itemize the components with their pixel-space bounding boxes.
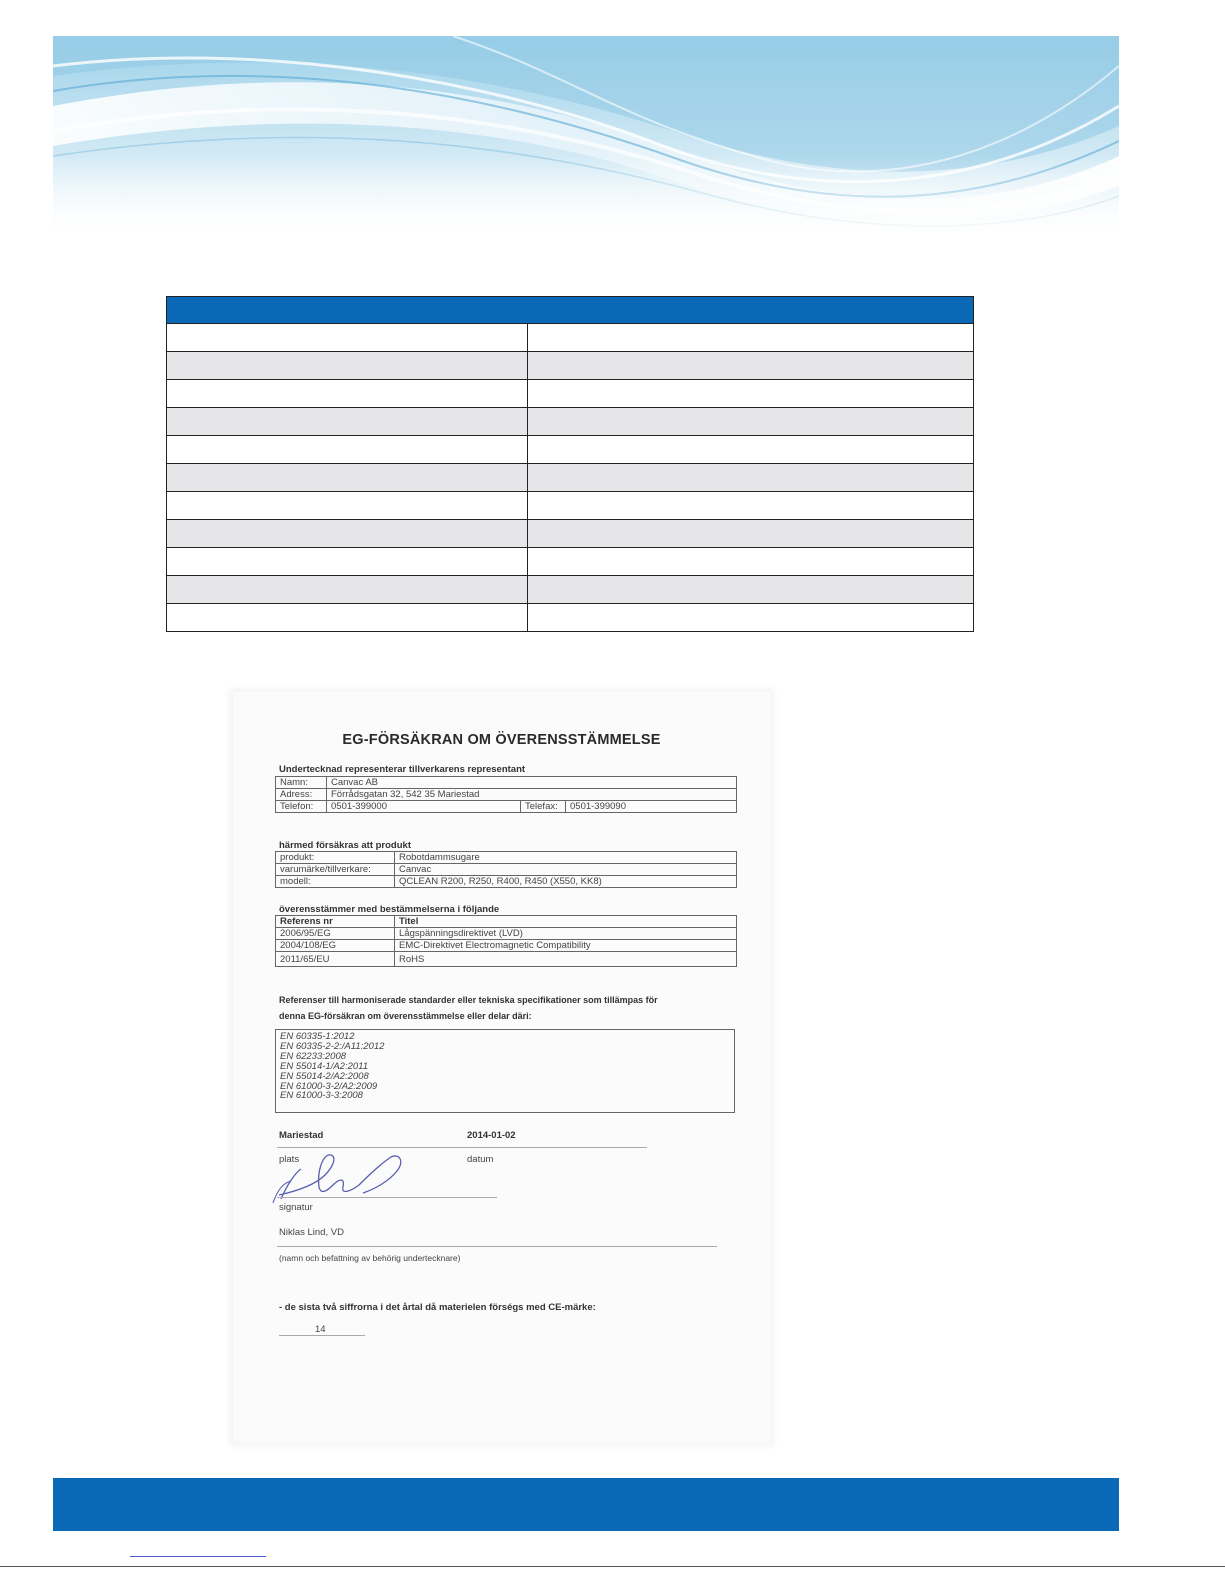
product-heading: härmed försäkras att produkt: [279, 840, 411, 851]
table-row: [167, 323, 973, 351]
table-cell: [528, 380, 973, 407]
directive-title: EMC-Direktivet Electromagnetic Compatibility: [395, 940, 737, 952]
signature-label: signatur: [279, 1202, 313, 1213]
harmonised-standards-heading: [279, 992, 658, 1024]
ce-mark-year: 14: [315, 1324, 326, 1335]
certificate-title: EG-FÖRSÄKRAN OM ÖVERENSSTÄMMELSE: [342, 732, 661, 748]
signer-line: [277, 1246, 717, 1247]
signer-name: Niklas Lind, VD: [279, 1227, 344, 1238]
wave-graphic: [53, 36, 1119, 241]
table-cell: [528, 464, 973, 491]
table-cell: [528, 576, 973, 603]
table-cell: [528, 436, 973, 463]
ref-column-header: Referens nr: [276, 916, 395, 928]
directive-title: Lågspänningsdirektivet (LVD): [395, 928, 737, 940]
table-cell: [528, 492, 973, 519]
signature-line: [277, 1197, 497, 1198]
specification-table: [166, 296, 974, 632]
fax-label: Telefax:: [521, 801, 566, 813]
name-label: Namn:: [276, 777, 327, 789]
table-cell: [167, 436, 528, 463]
fax-value: 0501-399090: [566, 801, 737, 813]
place-value: Mariestad: [279, 1130, 324, 1141]
table-header: [167, 297, 973, 323]
phone-value: 0501-399000: [327, 801, 521, 813]
table-row: [167, 603, 973, 631]
brand-label: varumärke/tillverkare:: [276, 864, 395, 876]
signer-caption: (namn och befattning av behörig undertecknare): [279, 1253, 461, 1263]
standards-list: [275, 1029, 735, 1113]
date-value: 2014-01-02: [467, 1130, 516, 1141]
table-cell: [167, 352, 528, 379]
product-table: [275, 851, 737, 888]
table-cell: [167, 408, 528, 435]
ce-mark-line: [279, 1335, 365, 1336]
table-row: [167, 463, 973, 491]
table-row: [167, 491, 973, 519]
model-value: QCLEAN R200, R250, R400, R450 (X550, KK8): [395, 876, 737, 888]
directives-table: [275, 915, 737, 967]
table-row: [167, 435, 973, 463]
table-row: [167, 351, 973, 379]
table-cell: [167, 492, 528, 519]
name-value: Canvac AB: [327, 777, 737, 789]
table-row: [167, 547, 973, 575]
page-bottom-rule: [0, 1566, 1225, 1567]
standard-item: EN 61000-3-3:2008: [280, 1090, 363, 1102]
table-cell: [167, 604, 528, 631]
table-cell: [528, 548, 973, 575]
table-cell: [167, 324, 528, 351]
directive-ref: 2004/108/EG: [276, 940, 395, 952]
standard-item: EN 55014-1/A2:2011: [280, 1060, 369, 1072]
table-row: [167, 519, 973, 547]
table-row: [167, 379, 973, 407]
directive-title: RoHS: [395, 952, 737, 967]
brand-value: Canvac: [395, 864, 737, 876]
ce-mark-heading: - de sista två siffrorna i det årtal då materielen förségs med CE-märke:: [279, 1302, 596, 1313]
header-wave-banner: [53, 36, 1119, 241]
conformity-heading: överensstämmer med bestämmelserna i följande: [279, 904, 500, 915]
harmonised-line-2: denna EG-försäkran om överensstämmelse eller delar däri:: [279, 1011, 532, 1021]
table-cell: [167, 520, 528, 547]
address-label: Adress:: [276, 789, 327, 801]
table-cell: [528, 408, 973, 435]
table-cell: [167, 464, 528, 491]
phone-label: Telefon:: [276, 801, 327, 813]
harmonised-line-1: Referenser till harmoniserade standarder eller tekniska specifikationer som tillämpas för: [279, 995, 658, 1005]
standard-item: EN 60335-1:2012: [280, 1031, 355, 1042]
table-cell: [167, 380, 528, 407]
table-cell: [528, 604, 973, 631]
standard-item: EN 61000-3-2/A2:2009: [280, 1080, 378, 1092]
product-label: produkt:: [276, 852, 395, 864]
representative-heading: Undertecknad representerar tillverkarens representant: [279, 764, 526, 775]
representative-table: [275, 776, 737, 813]
directive-ref: 2011/65/EU: [276, 952, 395, 967]
table-cell: [167, 548, 528, 575]
table-cell: [528, 520, 973, 547]
address-value: Förrådsgatan 32, 542 35 Mariestad: [327, 789, 737, 801]
title-column-header: Titel: [395, 916, 737, 928]
handwritten-signature: [267, 1147, 417, 1207]
model-label: modell:: [276, 876, 395, 888]
standard-item: EN 55014-2/A2:2008: [280, 1070, 369, 1082]
standard-item: EN 60335-2-2:/A11:2012: [280, 1040, 385, 1052]
table-cell: [167, 576, 528, 603]
product-value: Robotdammsugare: [395, 852, 737, 864]
date-label: datum: [467, 1154, 494, 1165]
table-row: [167, 575, 973, 603]
table-row: [167, 407, 973, 435]
declaration-of-conformity-scan: [233, 692, 770, 1442]
footer-bar: [53, 1478, 1119, 1531]
directive-ref: 2006/95/EG: [276, 928, 395, 940]
standard-item: EN 62233:2008: [280, 1050, 347, 1062]
table-cell: [528, 352, 973, 379]
footer-link-underline: [130, 1556, 266, 1557]
place-label: plats: [279, 1154, 300, 1165]
table-cell: [528, 324, 973, 351]
